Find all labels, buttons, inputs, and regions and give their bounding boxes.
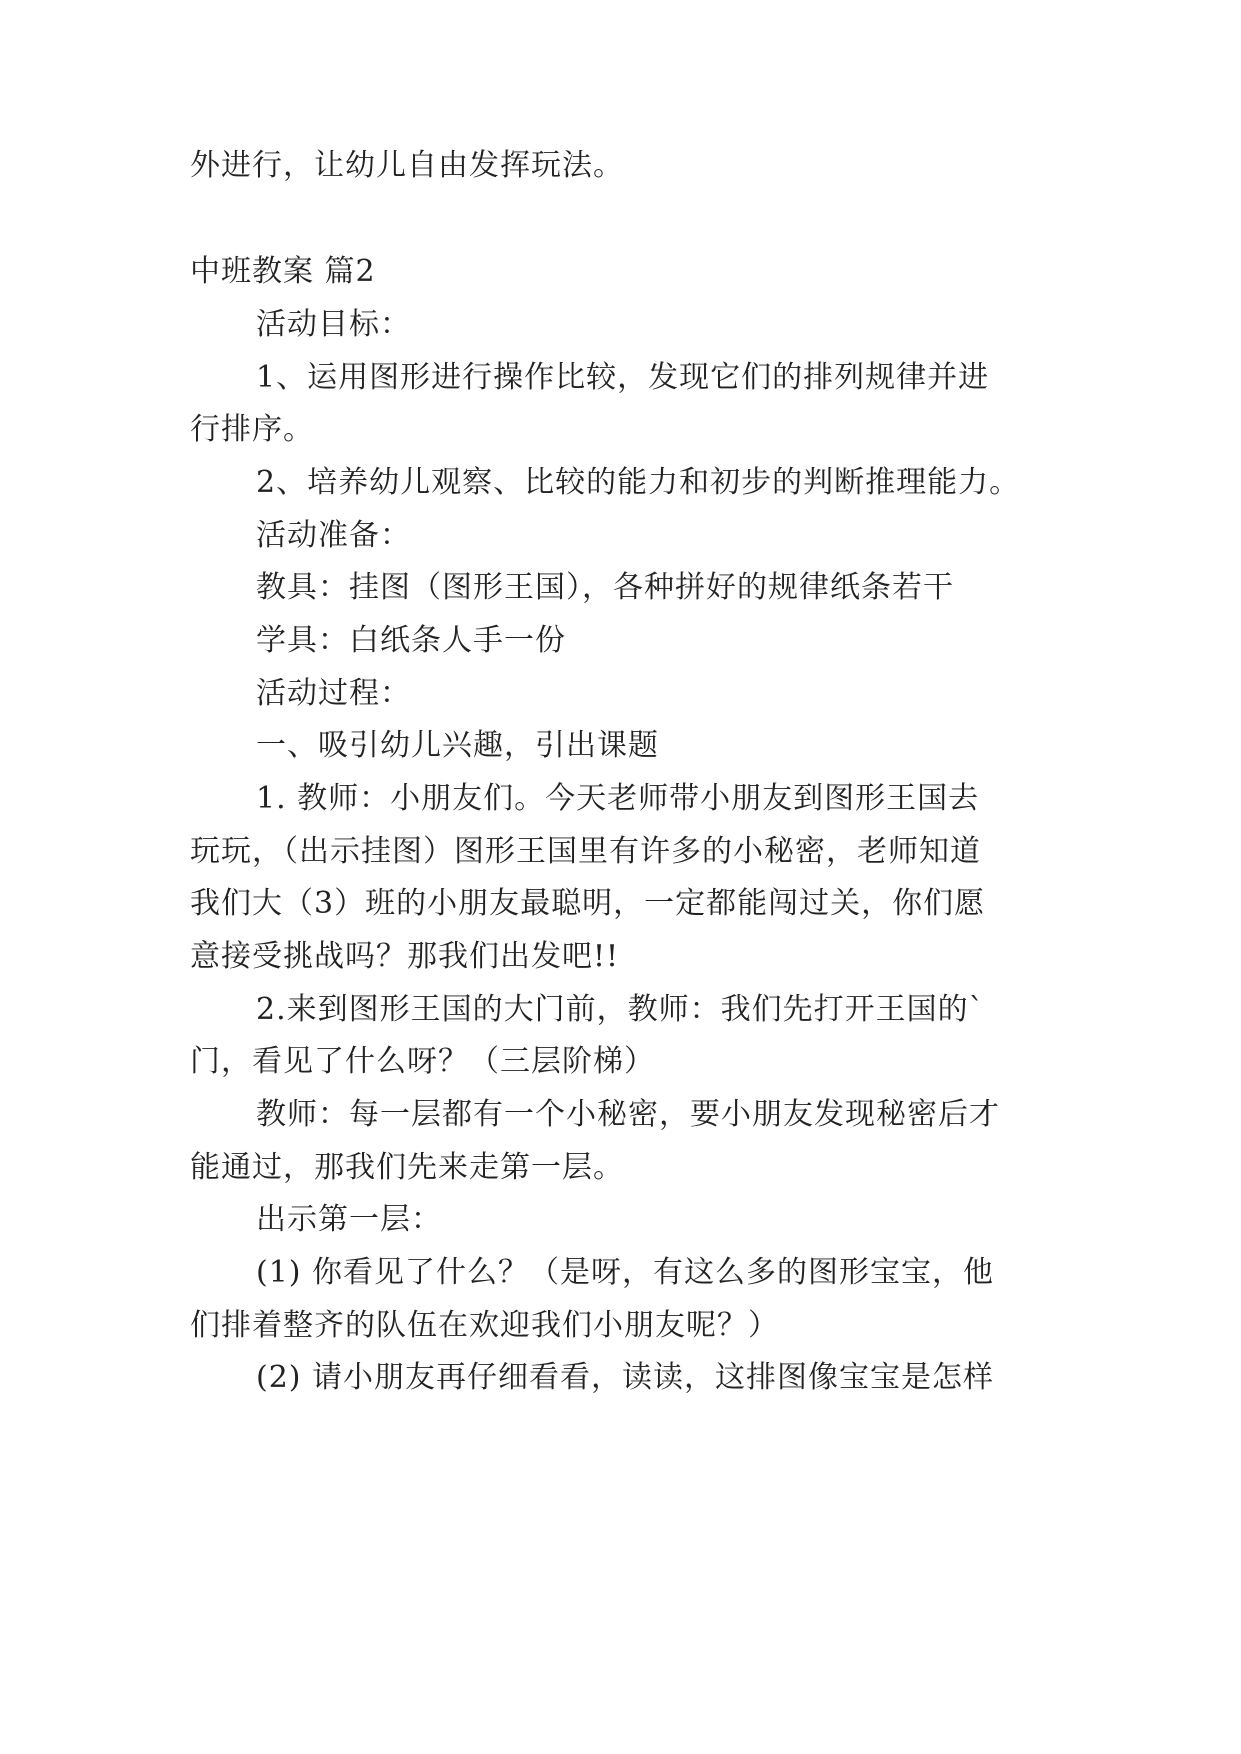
text-line: 学具：白纸条人手一份 (256, 623, 566, 658)
text-line: 意接受挑战吗？那我们出发吧!! (190, 939, 620, 974)
text-line: (2) 请小朋友再仔细看看，读读，这排图像宝宝是怎样 (256, 1360, 995, 1395)
text-line: 出示第一层： (256, 1202, 442, 1237)
text-line: 1、运用图形进行操作比较，发现它们的排列规律并进 (256, 360, 990, 395)
text-line: 一、吸引幼儿兴趣，引出课题 (256, 728, 659, 763)
text-line: 外进行，让幼儿自由发挥玩法。 (190, 148, 624, 183)
text-line: 教具：挂图（图形王国），各种拼好的规律纸条若干 (256, 570, 954, 605)
text-line: 玩玩，（出示挂图）图形王国里有许多的小秘密，老师知道 (190, 834, 981, 869)
text-line: 们排着整齐的队伍在欢迎我们小朋友呢？） (190, 1308, 779, 1343)
text-line: 活动目标： (256, 307, 411, 342)
text-line: 我们大（3）班的小朋友最聪明，一定都能闯过关，你们愿 (190, 886, 986, 921)
text-line: 2、培养幼儿观察、比较的能力和初步的判断推理能力。 (256, 465, 1021, 500)
text-line: 1. 教师：小朋友们。今天老师带小朋友到图形王国去 (256, 781, 980, 816)
text-line: 教师：每一层都有一个小秘密，要小朋友发现秘密后才 (256, 1097, 1000, 1132)
text-line: 活动准备： (256, 518, 411, 553)
text-line: (1) 你看见了什么？（是呀，有这么多的图形宝宝，他 (256, 1255, 995, 1290)
section-heading: 中班教案 篇2 (190, 254, 376, 289)
text-line: 行排序。 (190, 412, 314, 447)
text-line: 活动过程： (256, 676, 411, 711)
text-line: 门，看见了什么呀？（三层阶梯） (190, 1044, 655, 1079)
text-line: 能通过，那我们先来走第一层。 (190, 1150, 624, 1185)
text-line: 2.来到图形王国的大门前，教师：我们先打开王国的` (256, 992, 985, 1027)
